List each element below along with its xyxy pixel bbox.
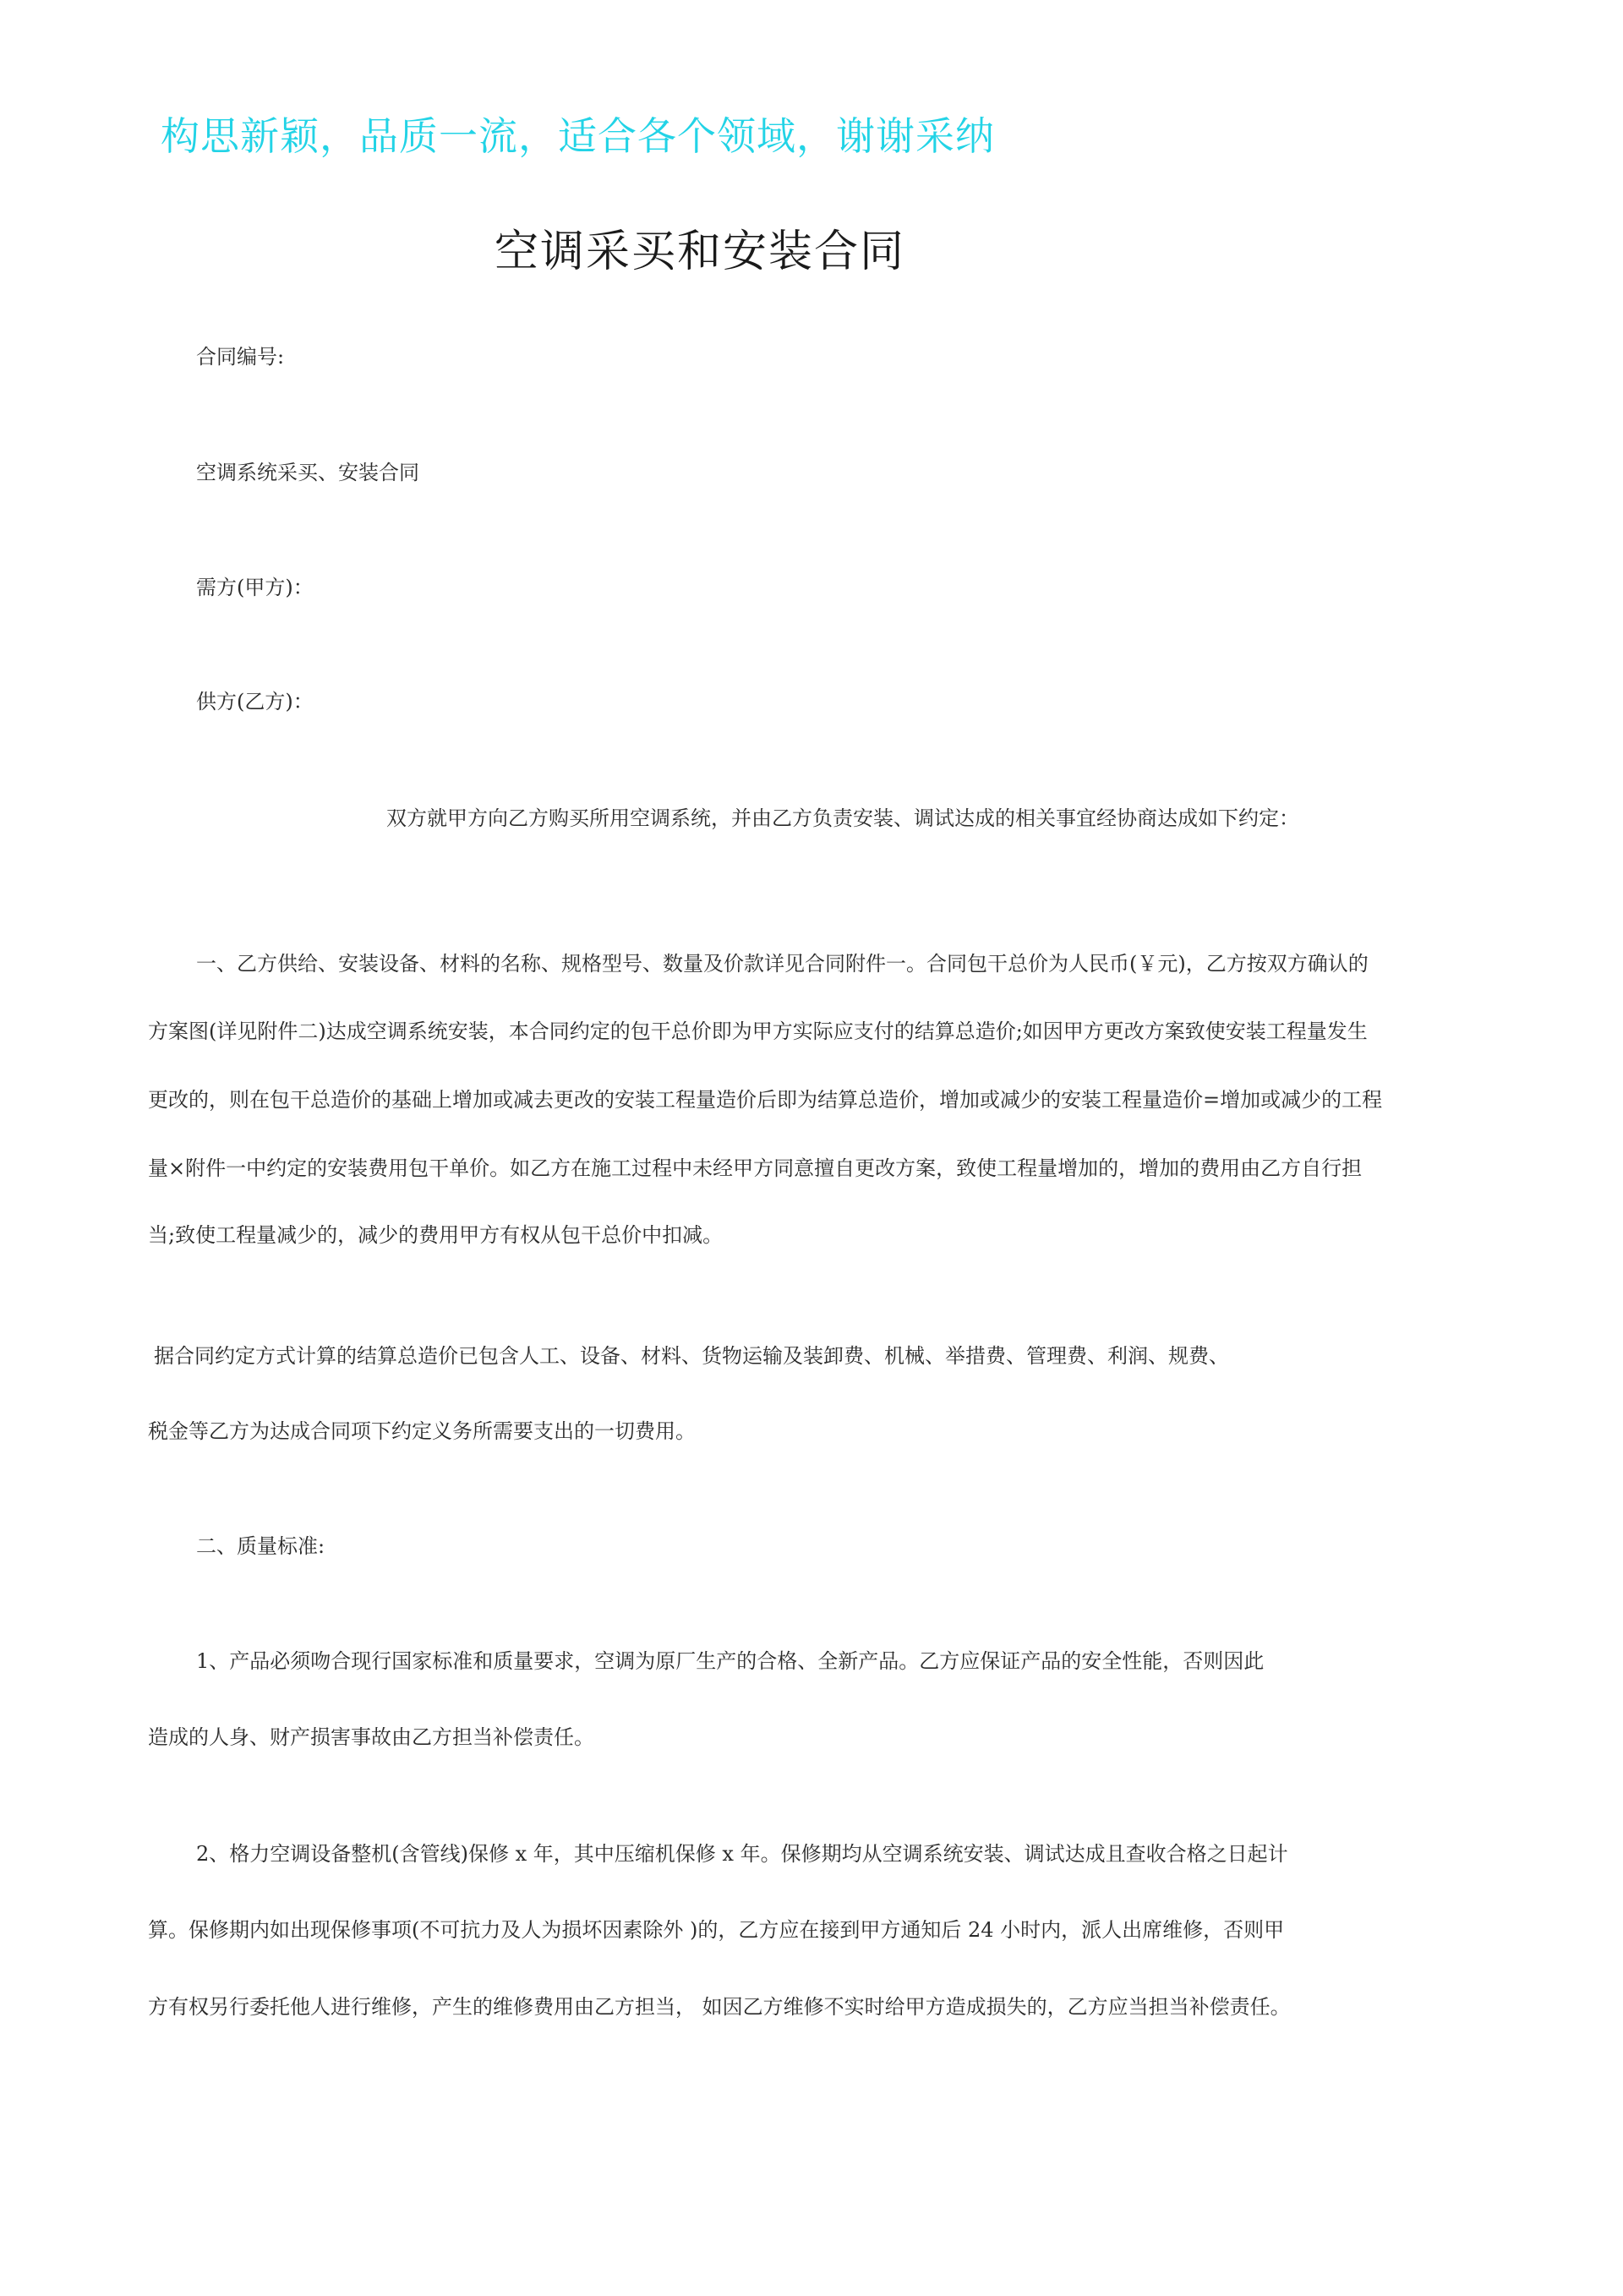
clause1-line: 更改的，则在包干总造价的基础上增加或减去更改的安装工程量造价后即为结算总造价，增加或减少的安装工程量造价=增加或减少的工程: [148, 1088, 1383, 1112]
settlement-line: 税金等乙方为达成合同项下约定义务所需要支出的一切费用。: [148, 1419, 696, 1443]
settlement-line: 据合同约定方式计算的结算总造价已包含人工、设备、材料、货物运输及装卸费、机械、举措费、管理费、利润、规费、: [154, 1344, 1229, 1368]
quality1-line: 造成的人身、财产损害事故由乙方担当补偿责任。: [148, 1725, 594, 1749]
contract-title: 空调采买和安装合同: [495, 227, 906, 277]
quality2-line: 算。保修期内如出现保修事项(不可抗力及人为损坏因素除外 )的，乙方应在接到甲方通知后 24 小时内，派人出席维修，否则甲: [148, 1918, 1285, 1942]
preamble-text: 双方就甲方向乙方购买所用空调系统，并由乙方负责安装、调试达成的相关事宜经协商达成如下约定：: [386, 806, 1299, 830]
clause1-line: 方案图(详见附件二)达成空调系统安装，本合同约定的包干总价即为甲方实际应支付的结算总造价;如因甲方更改方案致使安装工程量发生: [148, 1020, 1368, 1043]
quality-heading: 二、质量标准:: [196, 1534, 325, 1558]
quality1-line: 1、产品必须吻合现行国家标准和质量要求，空调为原厂生产的合格、全新产品。乙方应保证产品的安全性能，否则因此: [196, 1649, 1265, 1673]
contract-number-label: 合同编号:: [196, 345, 285, 369]
party-b-label: 供方(乙方)：: [196, 690, 314, 713]
party-a-label: 需方(甲方)：: [196, 576, 314, 599]
clause1-line: 一、乙方供给、安装设备、材料的名称、规格型号、数量及价款详见合同附件一。合同包干总价为人民币(￥元)，乙方按双方确认的: [196, 952, 1369, 976]
contract-subtitle: 空调系统采买、安装合同: [196, 461, 419, 484]
banner-slogan: 构思新颖，品质一流，适合各个领域，谢谢采纳: [161, 113, 995, 159]
clause1-line: 当;致使工程量减少的，减少的费用甲方有权从包干总价中扣减。: [148, 1223, 724, 1247]
quality2-line: 方有权另行委托他人进行维修，产生的维修费用由乙方担当， 如因乙方维修不实时给甲方造成损失的，乙方应当担当补偿责任。: [148, 1995, 1291, 2019]
clause1-line: 量×附件一中约定的安装费用包干单价。如乙方在施工过程中未经甲方同意擅自更改方案，致使工程量增加的，增加的费用由乙方自行担: [148, 1156, 1363, 1180]
quality2-line: 2、格力空调设备整机(含管线)保修 x 年，其中压缩机保修 x 年。保修期均从空调系统安装、调试达成且查收合格之日起计: [196, 1842, 1288, 1866]
